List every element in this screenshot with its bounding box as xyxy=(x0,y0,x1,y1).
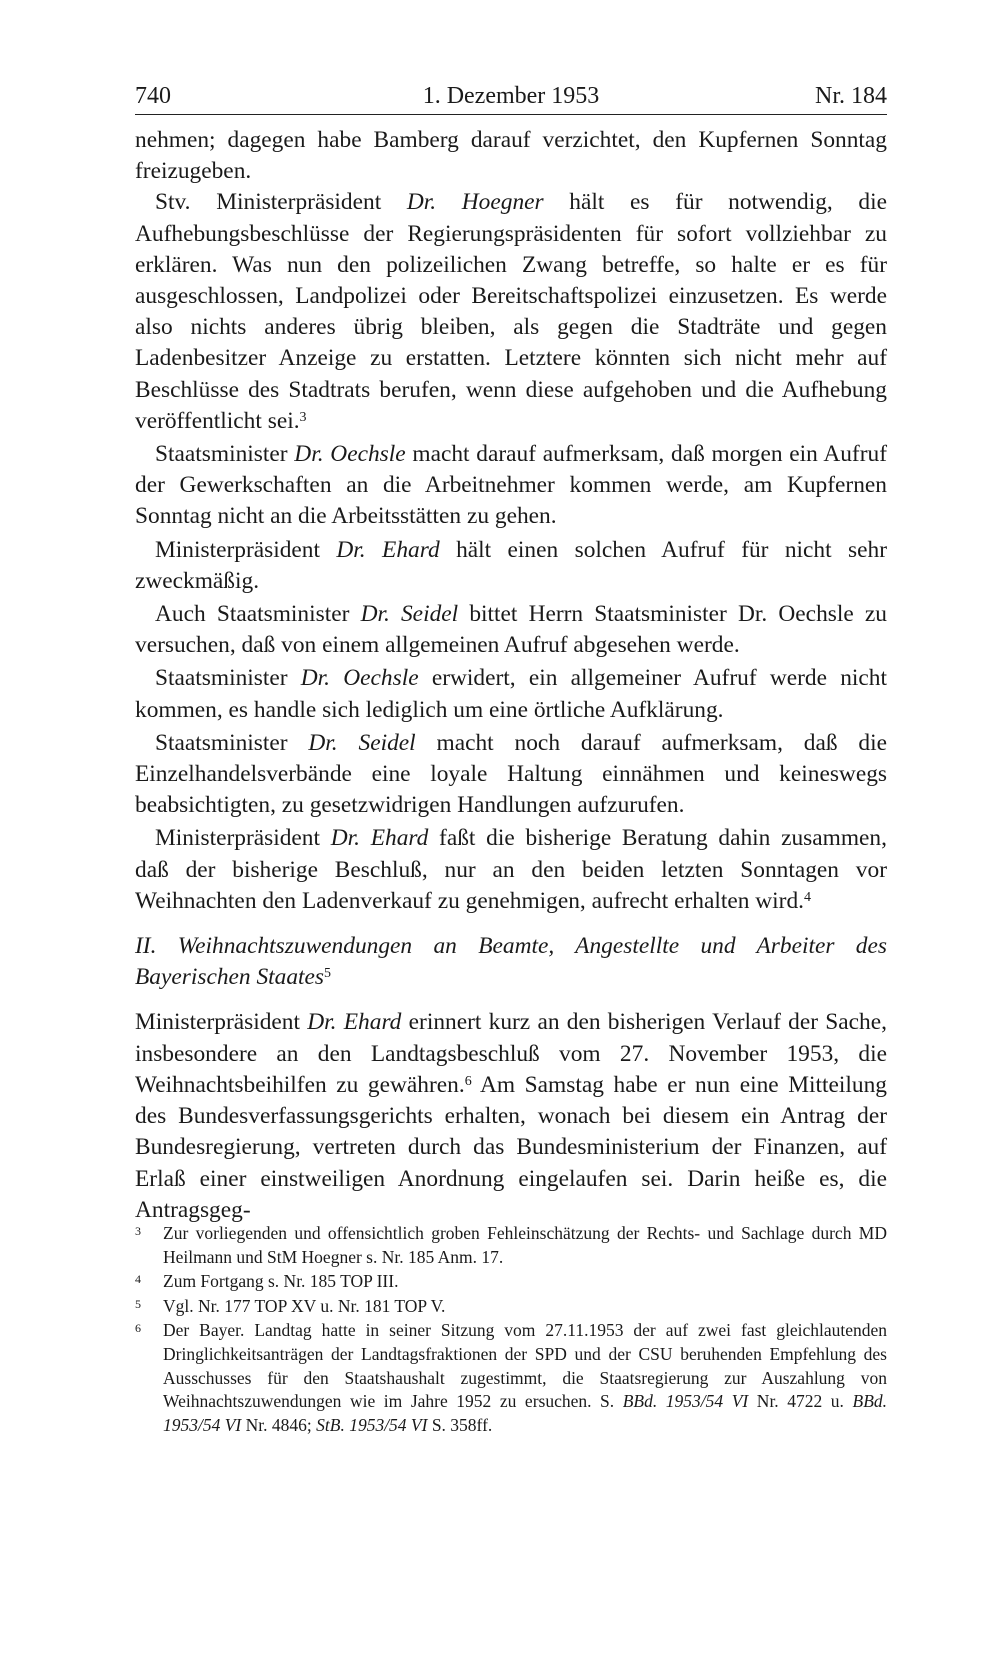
text-run: bittet Herrn Staatsminister Dr. Oechsle zu versuchen, daß von einem allgemeinen Aufruf abgesehen werde. xyxy=(135,601,887,659)
text-run: erinnert kurz an den bisherigen Verlauf der Sache, insbesondere an den Landtagsbeschluß vom 27. November 1953, die Weihnachtsbeihilfen zu gewähren. xyxy=(135,1009,887,1098)
speaker-name: Dr. Ehard xyxy=(336,536,440,563)
speaker-name: Dr. Seidel xyxy=(308,729,416,756)
text-run: faßt die bisherige Beratung dahin zusammen, daß der bisherige Beschluß, nur an den beiden letzten Sonntagen vor Weihnachten den Ladenverkauf zu genehmigen, aufrecht erhalten wird. xyxy=(135,825,887,914)
footnote-text: Nr. 4846; xyxy=(241,1414,317,1435)
paragraph-hoegner xyxy=(135,187,887,437)
footnote-number: 5 xyxy=(135,1296,141,1311)
text-run: macht darauf aufmerksam, daß morgen ein Aufruf der Gewerkschaften an die Arbeitnehmer kommen werde, am Kupfernen Sonntag nicht an die Arbeitsstätten zu gehen. xyxy=(135,441,887,530)
text-run: nehmen; dagegen habe Bamberg darauf verzichtet, den Kupfernen Sonntag freizugeben. xyxy=(135,127,887,185)
text-run: Am Samstag habe er nun eine Mitteilung des Bundesverfassungsgerichts erhalten, wonach bei diesem ein Antrag der Bundesregierung, vertreten durch das Bundesministerium der Finanzen, auf Erlaß einer einstweiligen Anordnung eingelaufen sei. Darin heiße es, die Antragsgeg- xyxy=(135,1071,887,1223)
footnote-reference: 3 xyxy=(299,409,307,425)
speaker-name: Dr. Oechsle xyxy=(294,441,406,468)
text-run: Staatsminister xyxy=(155,665,301,692)
footnote-text: S. 358ff. xyxy=(427,1414,493,1435)
paragraph-oechsle-1 xyxy=(135,439,887,533)
text-run: Auch Staatsminister xyxy=(155,601,361,628)
citation-title: BBd. 1953/54 VI xyxy=(163,1391,888,1435)
page-number: 740 xyxy=(135,83,171,109)
text-run: macht noch darauf aufmerksam, daß die Einzelhandelsverbände eine loyale Haltung einnähmen und keineswegs beabsichtigten, zu gesetzwidrigen Handlungen aufzurufen. xyxy=(135,729,887,819)
footnote xyxy=(135,1319,887,1437)
text-run: Staatsminister xyxy=(155,729,309,756)
section-heading xyxy=(135,931,887,993)
footnote xyxy=(135,1222,887,1269)
document-number: Nr. 184 xyxy=(815,83,887,109)
paragraph-oechsle-2 xyxy=(135,663,887,725)
footnote-number: 4 xyxy=(135,1272,141,1287)
text-run: Ministerpräsident xyxy=(135,1009,308,1036)
speaker-name: Dr. Ehard xyxy=(330,825,429,852)
paragraph-ehard-1 xyxy=(135,535,887,597)
footnote-text: Vgl. Nr. 177 TOP XV u. Nr. 181 TOP V. xyxy=(163,1295,446,1316)
footnotes xyxy=(135,1222,887,1438)
text-run: hält einen solchen Aufruf für nicht sehr zweckmäßig. xyxy=(135,536,887,594)
footnote-text: Der Bayer. Landtag hatte in seiner Sitzung vom 27.11.1953 der auf zwei fast gleichlautenden Dringlichkeitsanträgen der Landtagsfraktionen der SPD und der CSU beruhenden Empfehlung des Ausschusses für den Staatshaushalt zugestimmt, die Staatsregierung zur Auszahlung von Weihnachtszuwendungen wie im Jahre 1952 zu ersuchen. S. xyxy=(163,1320,887,1412)
body-text xyxy=(135,125,887,1226)
footnote-text: Nr. 4722 u. xyxy=(748,1391,853,1412)
footnote-text: Zur vorliegenden und offensichtlich groben Fehleinschätzung der Rechts- und Sachlage durch MD Heilmann und StM Hoegner s. Nr. 185 Anm. 17. xyxy=(163,1223,887,1267)
text-run: hält es für notwendig, die Aufhebungsbeschlüsse der Regierungspräsidenten für sofort vollziehbar zu erklären. Was nun den polizeilichen Zwang betreffe, so halte er es für ausgeschlossen, Landpolizei oder Bereitschaftspolizei einzusetzen. Es werde also nichts anderes übrig bleiben, als gegen die Stadträte und gegen Ladenbesitzer Anzeige zu erstatten. Letztere könnten sich nicht mehr auf Beschlüsse des Stadtrats berufen, wenn diese aufgehoben und die Aufhebung veröffentlicht sei. xyxy=(135,189,887,434)
paragraph-continuation xyxy=(135,125,887,187)
footnote-text: Zum Fortgang s. Nr. 185 TOP III. xyxy=(163,1271,399,1292)
paragraph-seidel-2 xyxy=(135,728,887,822)
speaker-name: Dr. Seidel xyxy=(360,601,459,628)
text-run: Stv. Ministerpräsident xyxy=(155,189,407,216)
footnote xyxy=(135,1270,887,1294)
paragraph-ehard-2 xyxy=(135,823,887,917)
running-head xyxy=(135,78,887,115)
header-date: 1. Dezember 1953 xyxy=(422,83,600,109)
citation-title: BBd. 1953/54 VI xyxy=(622,1391,749,1412)
footnote-number: 3 xyxy=(135,1224,141,1238)
speaker-name: Dr. Hoegner xyxy=(406,189,544,216)
text-run: Ministerpräsident xyxy=(155,825,331,852)
paragraph-seidel-1 xyxy=(135,599,887,661)
footnote-reference: 4 xyxy=(804,889,811,905)
section-heading-note: 5 xyxy=(324,966,332,982)
page xyxy=(135,78,887,1226)
speaker-name: Dr. Oechsle xyxy=(300,665,419,692)
paragraph-section-ii xyxy=(135,1007,887,1225)
speaker-name: Dr. Ehard xyxy=(307,1009,402,1036)
text-run: Staatsminister xyxy=(155,441,295,468)
citation-title: StB. 1953/54 VI xyxy=(316,1414,428,1435)
text-run: erwidert, ein allgemeiner Aufruf werde nicht kommen, es handle sich lediglich um eine örtliche Aufklärung. xyxy=(135,665,887,723)
section-heading-text: II. Weihnachtszuwendungen an Beamte, Angestellte und Arbeiter des Bayerischen Staates xyxy=(135,933,887,991)
footnote xyxy=(135,1295,887,1319)
text-run: Ministerpräsident xyxy=(155,536,337,563)
footnote-number: 6 xyxy=(135,1321,141,1336)
footnote-reference: 6 xyxy=(464,1073,472,1089)
